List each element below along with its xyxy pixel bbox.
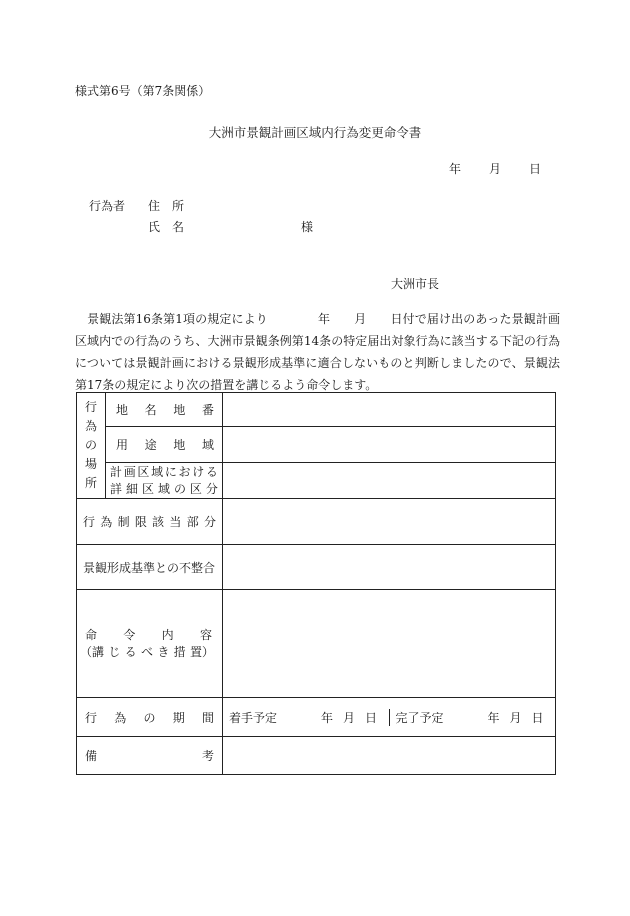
end-year: 年 <box>487 710 500 725</box>
label-char: べ <box>140 644 153 659</box>
label-char: 地 <box>173 438 186 452</box>
parcel-label <box>106 393 223 427</box>
land-use-field[interactable] <box>223 427 556 463</box>
order-details-table <box>76 392 556 775</box>
label-char: 制 <box>117 515 130 529</box>
date-day: 日 <box>529 162 542 176</box>
label-char: 部 <box>186 515 199 529</box>
label-char: 細 <box>125 481 138 496</box>
label-char: 区 <box>189 481 202 496</box>
address-label: 住 所 <box>148 199 185 213</box>
label-char: 期 <box>172 710 185 725</box>
start-label: 着手予定 <box>229 710 278 725</box>
label-char: 場 <box>84 457 97 471</box>
label-char: に <box>164 464 177 479</box>
date-month: 月 <box>489 162 502 176</box>
end-day: 日 <box>531 710 544 725</box>
label-char: （講 <box>80 644 105 659</box>
label-char: 措 <box>173 644 186 659</box>
label-char: 容 <box>199 627 212 642</box>
label-char: 行 <box>84 400 97 414</box>
label-char: の <box>173 481 186 496</box>
start-month: 月 <box>343 710 356 725</box>
remarks-field[interactable] <box>223 737 556 775</box>
label-char: じ <box>108 644 121 659</box>
label-char: お <box>178 464 191 479</box>
body-month: 月 <box>354 312 367 326</box>
label-char: 区 <box>141 481 154 496</box>
order-body-text <box>75 308 560 396</box>
actor-label: 行為者 <box>89 199 126 213</box>
label-char: 間 <box>201 710 214 725</box>
order-content-field[interactable] <box>223 590 556 698</box>
period-label <box>77 698 223 737</box>
label-char: 為 <box>100 515 113 529</box>
label-char: 用 <box>116 438 129 452</box>
parcel-field[interactable] <box>223 393 556 427</box>
label-char: 限 <box>134 515 147 529</box>
date-year: 年 <box>449 162 462 176</box>
name-label: 氏 名 <box>148 220 185 234</box>
label-char: 名 <box>144 403 157 417</box>
label-char: け <box>192 464 205 479</box>
body-segment-2: 日付で届け出のあった景観計画区域内での行為のうち、大洲市景観条例第14条の特定届出対象行為に該当する下記の行為については景観計画における景観形成基準に適合しないものと判断しましたので、景観法第17条の規定により次の措置を講じるよう命令します。 <box>75 312 560 392</box>
label-char: 行 <box>83 515 96 529</box>
label-char: 該 <box>152 515 165 529</box>
end-label: 完了予定 <box>395 710 444 725</box>
body-year: 年 <box>317 312 331 326</box>
label-char: の <box>143 710 156 725</box>
label-char: 詳 <box>110 481 123 496</box>
issuer: 大洲市長 <box>391 277 440 291</box>
label-char: る <box>205 464 218 479</box>
label-char: 画 <box>123 464 136 479</box>
land-use-label <box>106 427 223 463</box>
label-char: 行 <box>85 710 98 725</box>
label-char: 分 <box>205 481 218 496</box>
detail-zone-label <box>106 463 223 499</box>
end-month: 月 <box>509 710 522 725</box>
label-char: 為 <box>84 419 97 433</box>
label-char: 地 <box>116 403 129 417</box>
label-char: 当 <box>169 515 182 529</box>
document-title: 大洲市景観計画区域内行為変更命令書 <box>208 125 422 140</box>
label-char: 域 <box>201 438 214 452</box>
label-char: 考 <box>201 749 214 763</box>
body-segment-1: 景観法第16条第1項の規定により <box>87 312 268 326</box>
start-day: 日 <box>365 710 378 725</box>
label-char: 命 <box>85 627 98 642</box>
label-char: の <box>84 438 97 452</box>
nonconformity-label: 景観形成基準との不整合 <box>77 545 223 590</box>
end-planned[interactable] <box>390 709 556 726</box>
detail-zone-field[interactable] <box>223 463 556 499</box>
label-char: 為 <box>114 710 127 725</box>
label-char: 区 <box>137 464 150 479</box>
remarks-label <box>77 737 223 775</box>
label-char: 分 <box>203 515 216 529</box>
label-char: る <box>124 644 137 659</box>
start-year: 年 <box>321 710 334 725</box>
label-char: き <box>157 644 170 659</box>
label-char: 内 <box>161 627 174 642</box>
label-char: 域 <box>157 481 170 496</box>
location-group-label <box>77 393 106 499</box>
label-char: 備 <box>85 749 98 763</box>
label-char: 途 <box>144 438 157 452</box>
restriction-label <box>77 499 223 545</box>
issue-date <box>449 160 541 177</box>
label-char: 域 <box>151 464 164 479</box>
start-planned[interactable] <box>223 709 390 726</box>
restriction-field[interactable] <box>223 499 556 545</box>
label-char: 令 <box>123 627 136 642</box>
form-number: 様式第6号（第7条関係） <box>75 84 211 98</box>
honorific: 様 <box>301 220 314 234</box>
label-char: 地 <box>173 403 186 417</box>
order-content-label <box>77 590 223 698</box>
label-char: 所 <box>84 476 97 490</box>
nonconformity-field[interactable] <box>223 545 556 590</box>
period-field <box>223 698 556 737</box>
label-char: 置） <box>189 644 214 659</box>
label-char: 計 <box>110 464 123 479</box>
label-char: 番 <box>201 403 214 417</box>
